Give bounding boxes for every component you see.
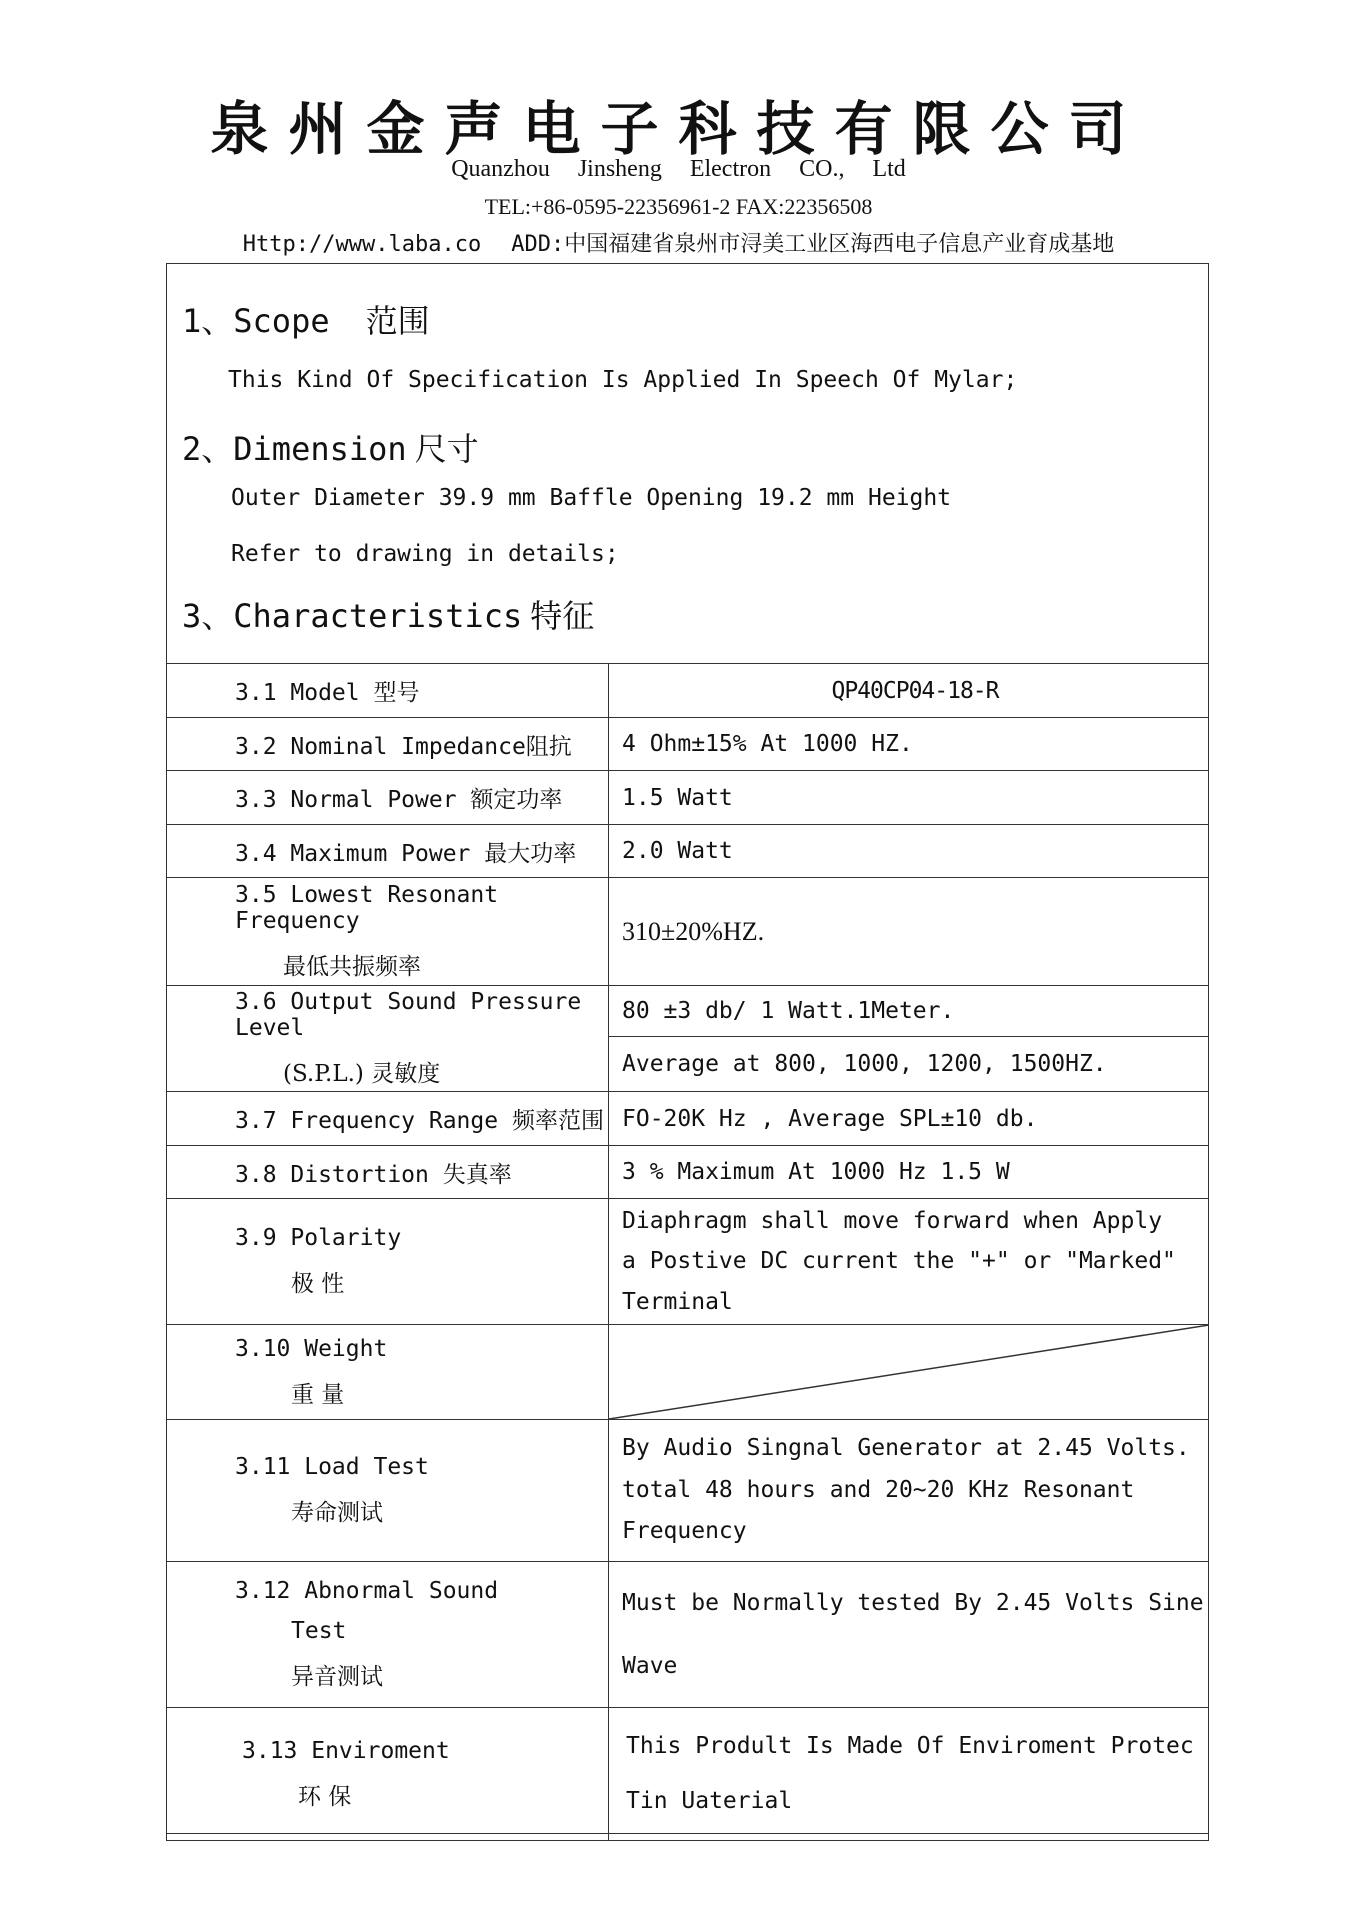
spl-value: 80 ±3 db/ 1 Watt.1Meter.	[609, 986, 1208, 1037]
table-row	[167, 1092, 1209, 1146]
company-name-en: Quanzhou Jinsheng Electron CO., Ltd	[451, 156, 906, 182]
section-scope-text: This Kind Of Specification Is Applied In Speech Of Mylar;	[228, 367, 1018, 393]
weight-empty-cell	[609, 1325, 1209, 1420]
table-row	[167, 1708, 1209, 1841]
row-label: 3.4 Maximum Power 最大功率	[167, 825, 609, 878]
row-value: 2.0 Watt	[609, 825, 1209, 878]
company-name-cn: 泉州金声电子科技有限公司	[210, 95, 1147, 163]
table-row	[167, 718, 1209, 771]
row-value: 1.5 Watt	[609, 771, 1209, 825]
row-label: 3.12 Abnormal Sound Test 异音测试	[167, 1562, 609, 1708]
table-row	[167, 1562, 1209, 1708]
row-value: 4 Ohm±15% At 1000 HZ.	[609, 718, 1209, 771]
row-value: By Audio Singnal Generator at 2.45 Volts. total 48 hours and 20~20 KHz Resonant Frequency	[609, 1420, 1209, 1562]
row-label: 3.8 Distortion 失真率	[167, 1146, 609, 1199]
diagonal-strike	[609, 1325, 1209, 1420]
row-label: 3.3 Normal Power 额定功率	[167, 771, 609, 825]
address-text: ADD:中国福建省泉州市浔美工业区海西电子信息产业育成基地	[511, 232, 1115, 257]
table-row	[167, 1146, 1209, 1199]
table-row	[167, 1420, 1209, 1562]
table-row	[167, 1325, 1209, 1420]
section-scope-title: 1、Scope 范围	[182, 302, 430, 340]
section-dimension-note: Refer to drawing in details;	[231, 541, 619, 567]
row-label: 3.6 Output Sound Pressure Level (S.P.L.) 灵敏度	[167, 986, 609, 1092]
row-value: 3 % Maximum At 1000 Hz 1.5 W	[609, 1146, 1209, 1199]
row-value: FO-20K Hz , Average SPL±10 db.	[609, 1092, 1209, 1146]
row-label: 3.9 Polarity 极 性	[167, 1199, 609, 1325]
table-row	[167, 771, 1209, 825]
row-label: 3.11 Load Test 寿命测试	[167, 1420, 609, 1562]
spec-table	[166, 663, 1209, 1841]
model-value: QP40CP04-18-R	[609, 664, 1209, 718]
row-label: 3.13 Enviroment 环 保	[167, 1708, 609, 1841]
table-row	[167, 878, 1209, 986]
row-value: Must be Normally tested By 2.45 Volts Sine Wave	[609, 1562, 1209, 1708]
section-dimension-text: Outer Diameter 39.9 mm Baffle Opening 19.2 mm Height	[231, 485, 952, 511]
row-value: This Prodult Is Made Of Enviroment Protec Tin Uaterial	[609, 1708, 1209, 1841]
row-value: Diaphragm shall move forward when Apply a Postive DC current the "+" or "Marked" Terminal	[609, 1199, 1209, 1325]
table-row	[167, 825, 1209, 878]
spl-average: Average at 800, 1000, 1200, 1500HZ.	[622, 1051, 1107, 1077]
table-row	[167, 664, 1209, 718]
row-label: 3.2 Nominal Impedance阻抗	[167, 718, 609, 771]
row-value: 310±20%HZ.	[609, 878, 1209, 986]
section-dimension-title: 2、Dimension 尺寸	[182, 430, 479, 468]
table-row	[167, 986, 1209, 1092]
row-label: 3.7 Frequency Range 频率范围	[167, 1092, 609, 1146]
row-label: 3.5 Lowest Resonant Frequency 最低共振频率	[167, 878, 609, 986]
row-value-split	[609, 986, 1209, 1092]
table-row	[167, 1199, 1209, 1325]
address-line	[0, 227, 1357, 258]
row-label: 3.10 Weight 重 量	[167, 1325, 609, 1420]
section-characteristics-title: 3、Characteristics 特征	[182, 597, 595, 635]
website-link[interactable]: Http://www.laba.co	[242, 232, 482, 257]
tel-fax-line: TEL:+86-0595-22356961-2 FAX:22356508	[484, 194, 873, 219]
row-label: 3.1 Model 型号	[167, 664, 609, 718]
